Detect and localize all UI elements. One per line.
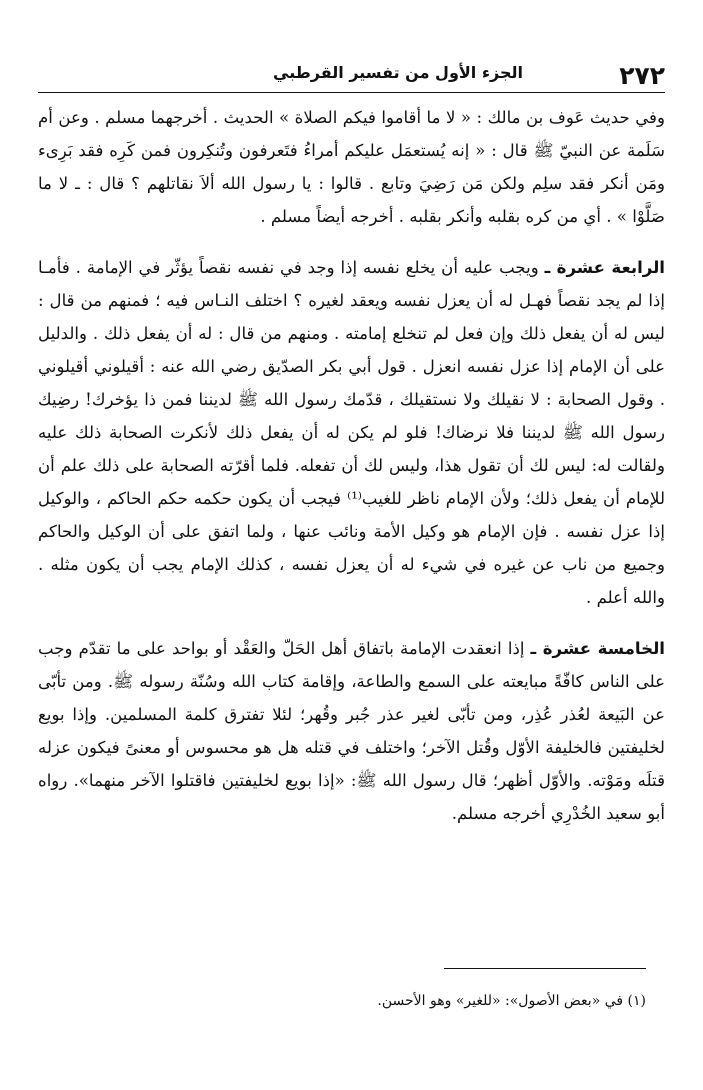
running-title: الجزء الأول من تفسير القرطبي	[273, 63, 524, 82]
paragraph-lead: الخامسة عشرة ـ	[530, 639, 665, 658]
page-number: ٢٧٢	[619, 61, 665, 90]
page-header	[38, 28, 665, 88]
footnote: (١) في «بعض الأصول»: «للغير» وهو الأحسن.	[377, 993, 646, 1009]
header-rule	[38, 92, 665, 93]
footnote-rule	[444, 968, 646, 969]
paragraph-text: ويجب عليه أن يخلع نفسه إذا وجد في نفسه نقصاً يؤثّر في الإمامة . فأمـا إذا لم يجد نقصاً فهـل له أن يعزل نفسه ويعقد لغيره ؟ اختلف النـاس فيه ؛ فمنهم من قال : ليس له أن يفعل ذلك وإن فعل لم تنخلع إمامته . ومنهم من قال : له أن يفعل ذلك . والدليل على أن الإمام إذا عزل نفسه انعزل . قول أبي بكر الصدّيق رضي الله عنه : أقيلوني أقيلوني . وقول الصحابة : لا نقيلك ولا نستقيلك ، قدّمك رسول الله ﷺ لديننا فمن ذا يؤخرك! رضِيك رسول الله ﷺ لديننا فلا نرضاك! فلو لم يكن له أن يفعل ذلك لأنكرت الصحابة ذلك عليه ولقالت له: ليس لك أن تقول هذا، وليس لك أن تفعله. فلما أقرّته الصحابة على ذلك علم أن للإمام أن يفعل ذلك؛ ولأن الإمام ناظر للغيب⁽¹⁾ فيجب أن يكون حكمه حكم الحاكم ، والوكيل إذا عزل نفسه . فإن الإمام هو وكيل الأمة ونائب عنها ، ولما اتفق على أن الوكيل والحاكم وجميع من ناب عن غيره في شيء له أن يعزل نفسه ، كذلك الإمام يجب أن يكون مثله . والله أعلم .	[38, 258, 666, 607]
paragraph-hadith	[38, 101, 665, 233]
paragraph-lead: الرابعة عشرة ـ	[544, 258, 665, 277]
paragraph-fifteenth	[38, 632, 665, 830]
paragraph-text: إذا انعقدت الإمامة باتفاق أهل الحَلّ والعَقْد أو بواحد على ما تقدّم وجب على الناس كافّةً مبايعته على السمع والطاعة، وإقامة كتاب الله وسُنّة رسوله ﷺ. ومن تأبّى عن البَيعة لعُذر عُذِر، ومن تأبّى لغير عذر جُبر وقُهر؛ لئلا تفترق كلمة المسلمين. وإذا بويع لخليفتين فالخليفة الأوّل وقُتل الآخر؛ واختلف في قتله هل هو محسوس أو معنىً فيكون عزله قتلَه ومَوْته. والأوّل أظهر؛ قال رسول الله ﷺ: «إذا بويع لخليفتين فاقتلوا الآخر منهما». رواه أبو سعيد الخُدْرِي أخرجه مسلم.	[38, 639, 665, 823]
paragraph-text: وفي حديث عَوف بن مالك : « لا ما أقاموا فيكم الصلاة » الحديث . أخرجهما مسلم . وعن أم سَلَمة عن النبيّ ﷺ قال : « إنه يُستعمَل عليكم أمراءُ فتَعرفون وتُنكِرون فمن كَرِه فقد بَرِىء ومَن أنكر فقد سلِم ولكن مَن رَضِيَ وتابع . قالوا : يا رسول الله ألاَ نقاتلهم ؟ قال : ـ لا ما صَلَّوْا » . أي من كره بقلبه وأنكر بقلبه . أخرجه أيضاً مسلم .	[38, 108, 665, 226]
paragraph-fourteenth	[38, 251, 665, 614]
